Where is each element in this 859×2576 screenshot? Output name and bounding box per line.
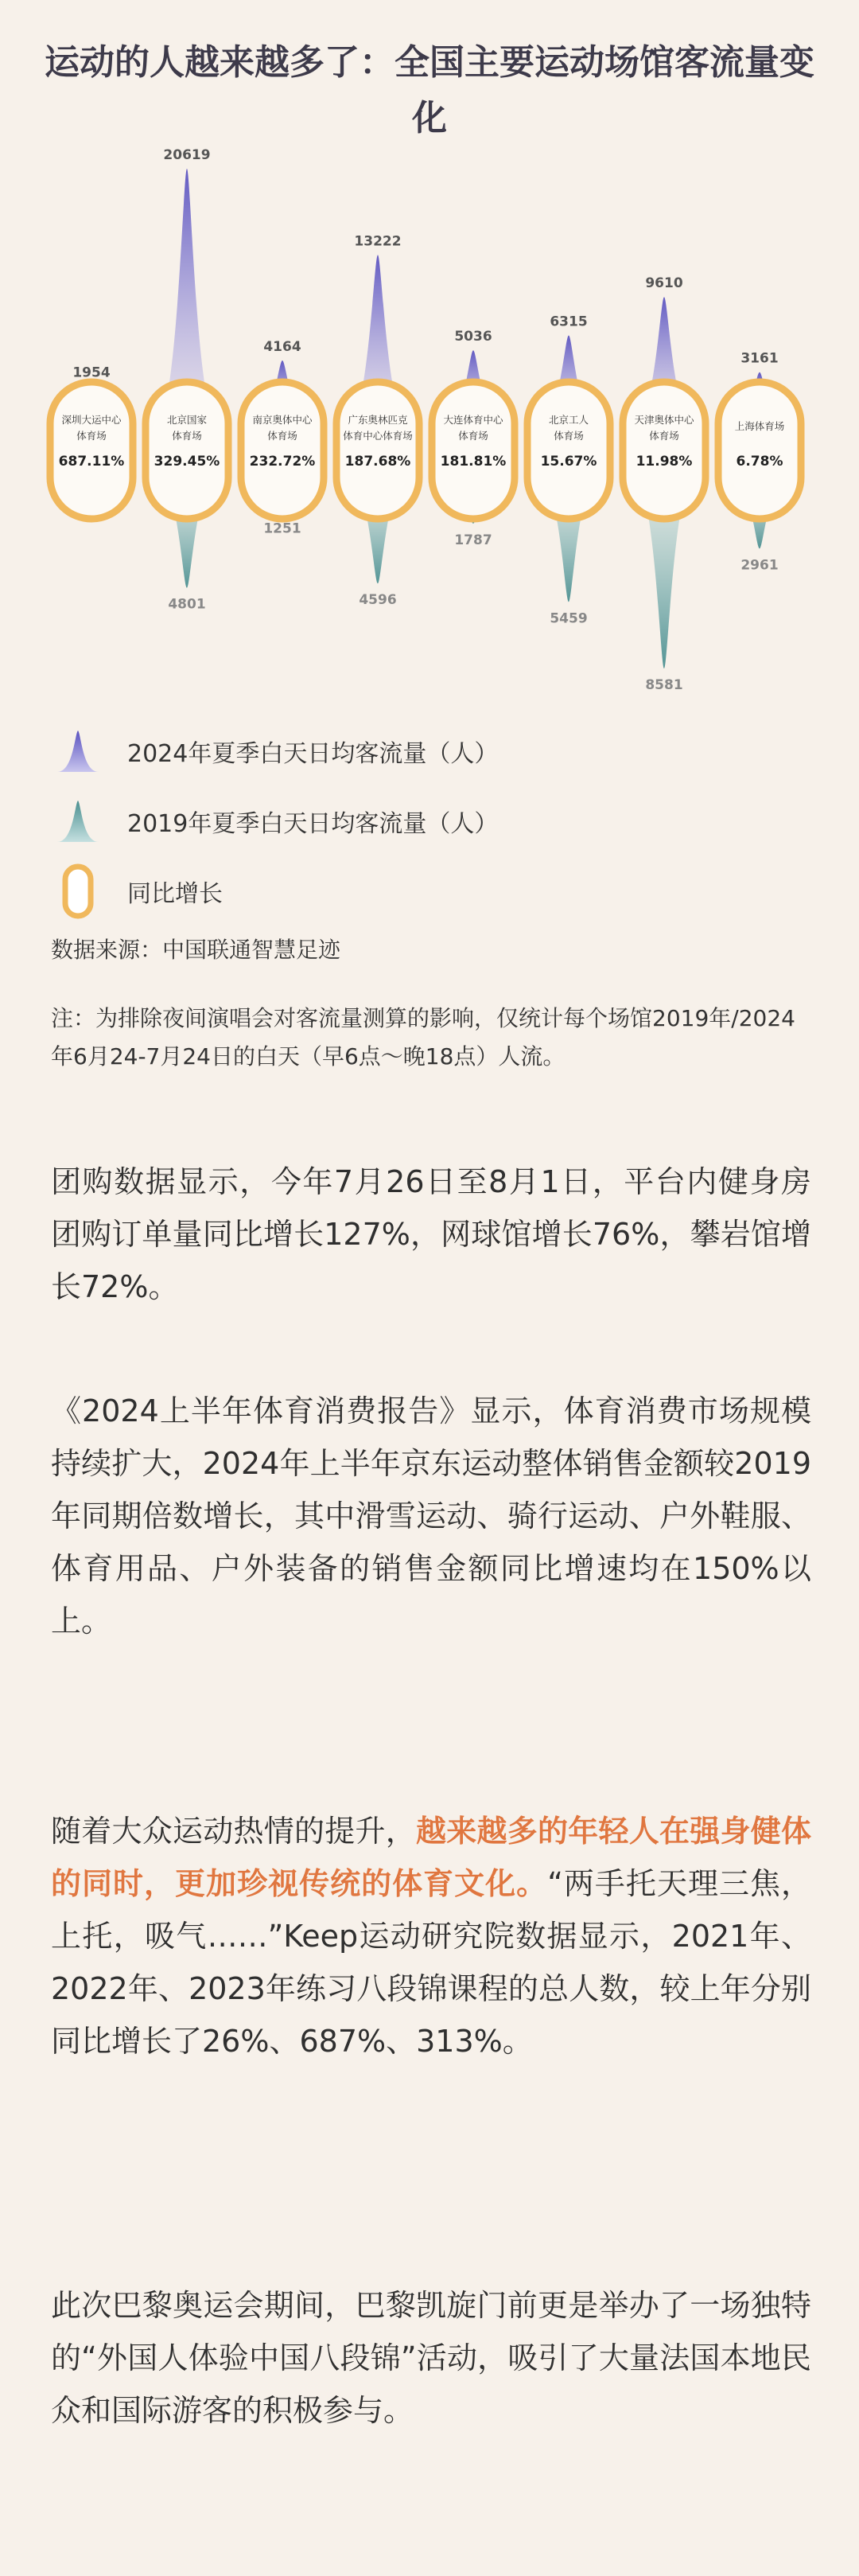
growth-ring <box>623 382 705 519</box>
growth-label: 329.45% <box>154 454 220 470</box>
growth-label: 6.78% <box>736 454 783 470</box>
category-label: 体育场 <box>458 430 488 442</box>
category-label: 上海体育场 <box>734 420 785 432</box>
value-2024: 1954 <box>72 364 111 381</box>
chart-note: 注：为排除夜间演唱会对客流量测算的影响，仅统计每个场馆2019年/2024年6月24-7月24日的白天（早6点～晚18点）人流。 <box>51 1005 795 1070</box>
growth-label: 232.72% <box>249 454 316 470</box>
value-2019: 1787 <box>454 532 492 548</box>
chart-legend <box>56 716 772 926</box>
growth-ring <box>50 382 133 519</box>
value-2024: 20619 <box>163 147 211 163</box>
growth-ring <box>718 382 801 519</box>
value-2019: 5459 <box>550 610 588 627</box>
category-label: 天津奥体中心 <box>634 414 694 426</box>
value-2024: 5036 <box>454 329 492 345</box>
category-label: 南京奥体中心 <box>252 414 313 426</box>
value-2024: 9610 <box>645 275 683 292</box>
category-label: 体育场 <box>554 430 584 442</box>
growth-label: 11.98% <box>636 454 693 470</box>
growth-ring <box>146 382 228 519</box>
legend-label-growth: 同比增长 <box>127 880 223 908</box>
value-2019: 8581 <box>645 677 683 693</box>
category-label: 体育场 <box>172 430 202 442</box>
value-2024: 13222 <box>354 233 402 250</box>
ring-icon <box>56 863 100 919</box>
paragraph-text: “两手托天理三焦，上托，吸气……”Keep运动研究院数据显示，2021年、2022年、2023年练习八段锦课程的总人数，较上年分别同比增长了26%、687%、313%。 <box>51 1866 811 2059</box>
paragraph-traditional-culture <box>51 1805 811 2067</box>
category-label: 体育场 <box>267 430 297 442</box>
category-label: 体育中心体育场 <box>343 430 413 442</box>
page-title: 运动的人越来越多了：全国主要运动场馆客流量变化 <box>45 42 814 138</box>
legend-label-2019: 2019年夏季白天日均客流量（人） <box>127 810 499 838</box>
data-source: 数据来源：中国联通智慧足迹 <box>51 937 341 963</box>
category-label: 体育场 <box>649 430 679 442</box>
paragraph-paris-event: 此次巴黎奥运会期间，巴黎凯旋门前更是举办了一场独特的“外国人体验中国八段锦”活动，吸引了大量法国本地民众和国际游客的积极参与。 <box>51 2288 811 2428</box>
visitor-flow-chart <box>0 143 859 732</box>
legend-label-2024: 2024年夏季白天日均客流量（人） <box>127 740 499 768</box>
growth-label: 15.67% <box>540 454 597 470</box>
paragraph-group-buying: 团购数据显示，今年7月26日至8月1日，平台内健身房团购订单量同比增长127%，网球馆增长76%，攀岩馆增长72%。 <box>51 1164 811 1304</box>
peak-2024-icon <box>56 729 100 774</box>
growth-ring <box>527 382 610 519</box>
legend-item-growth <box>56 856 772 926</box>
category-label: 北京国家 <box>166 414 208 426</box>
growth-ring <box>241 382 324 519</box>
legend-item-2024 <box>56 716 772 786</box>
category-label: 北京工人 <box>548 414 589 426</box>
value-2019: 1251 <box>263 520 301 537</box>
paragraph-text: 随着大众运动热情的提升， <box>51 1814 416 1849</box>
category-label: 广东奥林匹克 <box>348 414 408 426</box>
highlight-text: 越来越多的年轻人在强身健体的同时，更加珍视传统的体育文化。 <box>51 1814 811 1901</box>
value-2024: 6315 <box>550 314 588 330</box>
category-label: 体育场 <box>76 430 107 442</box>
value-2019: 2961 <box>740 557 779 574</box>
growth-label: 181.81% <box>440 454 507 470</box>
category-label: 深圳大运中心 <box>61 414 122 426</box>
value-2019: 4801 <box>168 596 206 613</box>
growth-ring <box>432 382 515 519</box>
category-label: 大连体育中心 <box>443 414 503 426</box>
paragraph-consumption-report: 《2024上半年体育消费报告》显示，体育消费市场规模持续扩大，2024年上半年京东运动整体销售金额较2019年同期倍数增长，其中滑雪运动、骑行运动、户外鞋服、体育用品、户外装备的销售金额同比增速均在150%以上。 <box>51 1393 811 1639</box>
growth-label: 687.11% <box>58 454 125 470</box>
growth-ring <box>336 382 419 519</box>
peak-2019-icon <box>56 799 100 844</box>
value-2024: 3161 <box>740 350 779 367</box>
growth-label: 187.68% <box>344 454 411 470</box>
value-2024: 4164 <box>263 339 301 356</box>
legend-item-2019 <box>56 786 772 856</box>
value-2019: 4596 <box>359 592 397 609</box>
